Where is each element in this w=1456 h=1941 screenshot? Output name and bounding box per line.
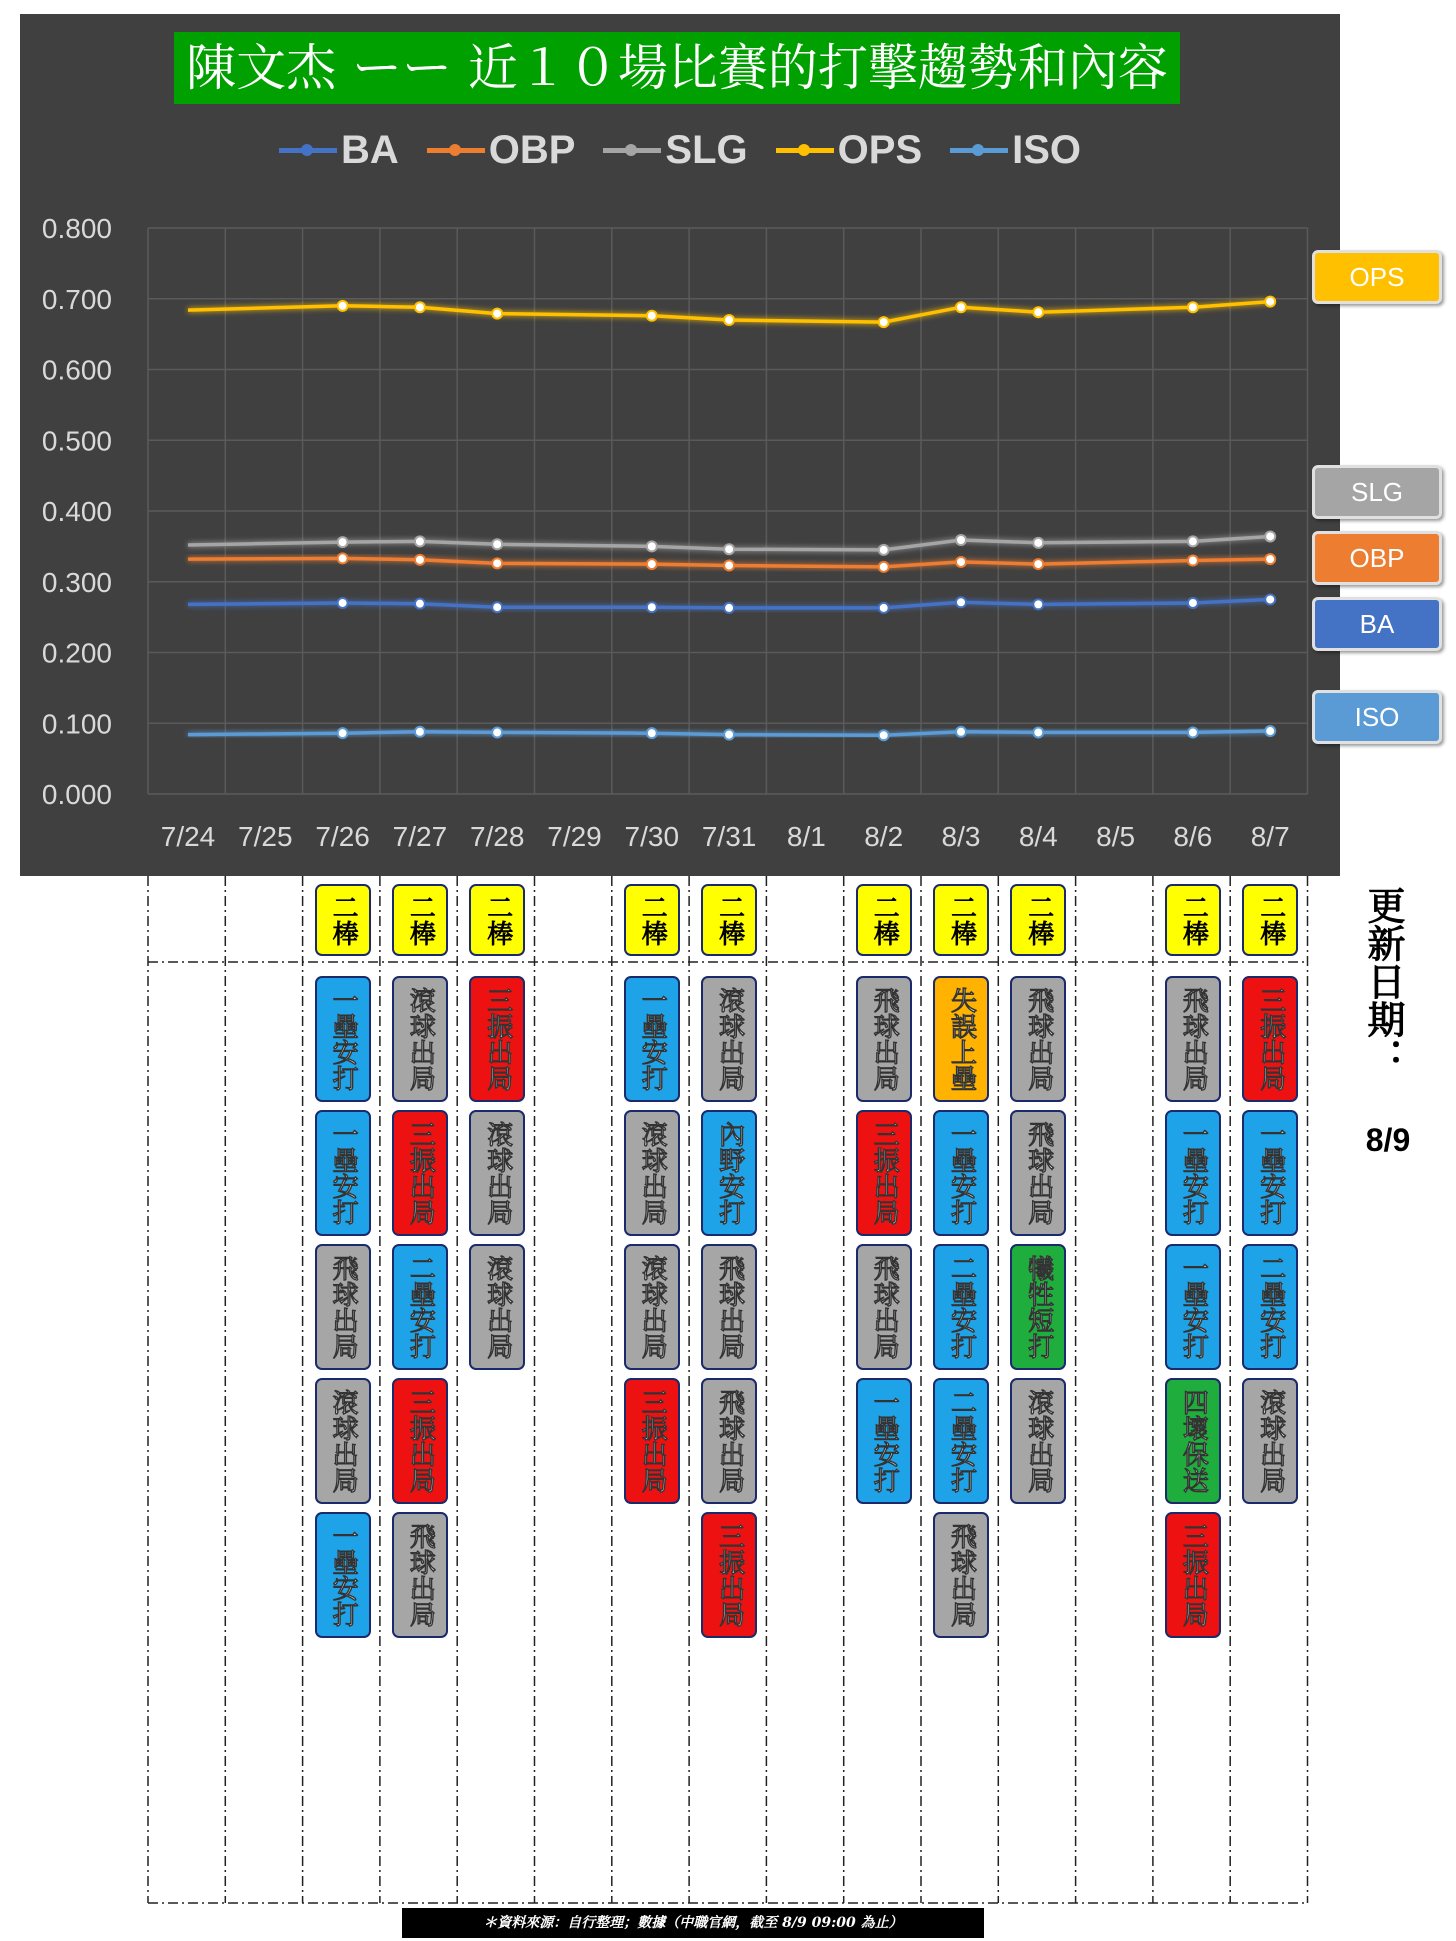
at-bat-cell: 飛球出局: [701, 1244, 757, 1370]
at-bat-cell: 滾球出局: [624, 1244, 680, 1370]
at-bat-cell: 二壘安打: [1242, 1244, 1298, 1370]
y-tick-label: 0.600: [41, 354, 112, 386]
series-point-OPS: [724, 315, 734, 325]
at-bat-cell: 一壘安打: [1165, 1110, 1221, 1236]
at-bat-cell: 三振出局: [469, 976, 525, 1102]
series-point-OBP: [492, 558, 502, 568]
series-point-OBP: [1188, 556, 1198, 566]
series-point-ISO: [1265, 726, 1275, 736]
batting-order-cell: 二棒: [1010, 884, 1066, 956]
at-bat-cell: 飛球出局: [1010, 1110, 1066, 1236]
series-point-ISO: [647, 728, 657, 738]
series-point-ISO: [415, 727, 425, 737]
batting-order-cell: 二棒: [933, 884, 989, 956]
x-tick-label: 7/30: [624, 821, 680, 852]
at-bat-cell: 一壘安打: [856, 1378, 912, 1504]
end-tag-OPS: OPS: [1312, 250, 1442, 304]
x-tick-label: 7/26: [315, 821, 370, 852]
at-bat-cell: 飛球出局: [701, 1378, 757, 1504]
series-point-ISO: [338, 728, 348, 738]
series-point-OPS: [338, 301, 348, 311]
series-point-BA: [1188, 598, 1198, 608]
series-point-OPS: [415, 302, 425, 312]
update-label: 更新日期：: [1361, 886, 1405, 1076]
series-point-OPS: [1188, 302, 1198, 312]
series-point-BA: [724, 603, 734, 613]
series-point-BA: [415, 599, 425, 609]
series-point-BA: [338, 598, 348, 608]
end-tag-ISO: ISO: [1312, 690, 1442, 744]
series-point-ISO: [956, 727, 966, 737]
x-tick-label: 8/2: [864, 821, 904, 852]
x-tick-label: 8/5: [1096, 821, 1136, 852]
x-tick-label: 7/28: [469, 821, 525, 852]
at-bat-cell: 滾球出局: [1242, 1378, 1298, 1504]
end-tag-SLG: SLG: [1312, 465, 1442, 519]
legend-label: ISO: [1012, 128, 1082, 172]
y-tick-label: 0.100: [41, 708, 112, 740]
at-bat-cell: 一壘安打: [1165, 1244, 1221, 1370]
at-bat-cell: 二壘安打: [392, 1244, 448, 1370]
at-bat-cell: 三振出局: [392, 1110, 448, 1236]
batting-order-cell: 二棒: [469, 884, 525, 956]
legend-label: OPS: [837, 128, 923, 172]
source-note: ＊資料來源：自行整理；數據（中職官網，截至 8/9 09:00 為止）: [402, 1908, 984, 1938]
at-bat-cell: 三振出局: [1165, 1512, 1221, 1638]
series-point-OBP: [647, 559, 657, 569]
series-point-SLG: [647, 541, 657, 551]
batting-order-cell: 二棒: [701, 884, 757, 956]
series-point-OBP: [415, 555, 425, 565]
series-point-SLG: [338, 537, 348, 547]
y-tick-label: 0.700: [41, 283, 112, 315]
x-tick-label: 7/29: [547, 821, 602, 852]
at-bat-cell: 一壘安打: [933, 1110, 989, 1236]
series-point-OPS: [1033, 307, 1043, 317]
at-bat-cell: 一壘安打: [315, 1110, 371, 1236]
series-point-ISO: [879, 730, 889, 740]
chart-title: 陳文杰 ーー 近１０場比賽的打擊趨勢和內容: [174, 32, 1180, 104]
series-point-OPS: [647, 311, 657, 321]
y-tick-label: 0.500: [41, 425, 112, 457]
series-point-OPS: [879, 317, 889, 327]
update-date: 8/9: [1365, 1122, 1411, 1158]
x-tick-label: 8/3: [941, 821, 981, 852]
series-point-SLG: [1188, 536, 1198, 546]
at-bat-cell: 滾球出局: [469, 1110, 525, 1236]
x-tick-label: 8/7: [1250, 821, 1290, 852]
at-bat-cell: 一壘安打: [1242, 1110, 1298, 1236]
at-bat-cell: 飛球出局: [856, 976, 912, 1102]
legend-label: OBP: [488, 128, 576, 172]
batting-order-cell: 二棒: [856, 884, 912, 956]
at-bat-cell: 一壘安打: [315, 1512, 371, 1638]
at-bat-cell: 三振出局: [1242, 976, 1298, 1102]
batting-order-cell: 二棒: [1165, 884, 1221, 956]
at-bat-cell: 三振出局: [624, 1378, 680, 1504]
at-bat-cell: 三振出局: [701, 1512, 757, 1638]
series-point-ISO: [1033, 727, 1043, 737]
series-point-BA: [647, 602, 657, 612]
series-point-OBP: [1265, 554, 1275, 564]
at-bat-cell: 滾球出局: [315, 1378, 371, 1504]
at-bat-cell: 三振出局: [856, 1110, 912, 1236]
end-tag-BA: BA: [1312, 597, 1442, 651]
at-bat-cell: 一壘安打: [315, 976, 371, 1102]
at-bat-cell: 飛球出局: [315, 1244, 371, 1370]
at-bat-cell: 飛球出局: [392, 1512, 448, 1638]
x-tick-label: 8/1: [786, 821, 826, 852]
y-tick-label: 0.200: [41, 637, 112, 669]
at-bat-cell: 飛球出局: [933, 1512, 989, 1638]
series-point-SLG: [415, 536, 425, 546]
series-point-SLG: [1033, 538, 1043, 548]
at-bat-cell: 一壘安打: [624, 976, 680, 1102]
series-layer: [188, 297, 1275, 741]
series-point-SLG: [724, 544, 734, 554]
series-point-BA: [879, 603, 889, 613]
legend-label: SLG: [665, 128, 748, 172]
x-tick-label: 8/4: [1018, 821, 1058, 852]
series-point-BA: [956, 597, 966, 607]
series-point-OPS: [492, 309, 502, 319]
y-tick-label: 0.400: [41, 496, 112, 527]
x-tick-label: 7/25: [238, 821, 293, 852]
at-bat-cell: 滾球出局: [701, 976, 757, 1102]
series-point-BA: [492, 602, 502, 612]
series-point-OBP: [338, 553, 348, 563]
x-tick-label: 8/6: [1173, 821, 1213, 852]
end-tag-OBP: OBP: [1312, 531, 1442, 585]
x-tick-label: 7/31: [701, 821, 757, 852]
at-bat-cell: 犧牲短打: [1010, 1244, 1066, 1370]
series-point-OBP: [1033, 559, 1043, 569]
series-point-OPS: [956, 302, 966, 312]
batting-order-cell: 二棒: [392, 884, 448, 956]
series-point-SLG: [956, 535, 966, 545]
at-bat-cell: 飛球出局: [856, 1244, 912, 1370]
legend-label: BA: [340, 128, 399, 172]
at-bat-cell: 飛球出局: [1165, 976, 1221, 1102]
y-tick-label: 0.000: [41, 779, 112, 810]
at-bat-cell: 滾球出局: [392, 976, 448, 1102]
at-bat-cell: 滾球出局: [624, 1110, 680, 1236]
x-tick-label: 7/27: [392, 821, 448, 852]
series-point-SLG: [1265, 531, 1275, 541]
at-bat-cell: 滾球出局: [1010, 1378, 1066, 1504]
series-point-SLG: [879, 545, 889, 555]
at-bat-cell: 滾球出局: [469, 1244, 525, 1370]
at-bat-cell: 二壘安打: [933, 1244, 989, 1370]
x-tick-label: 7/24: [160, 821, 216, 852]
at-bat-cell: 三振出局: [392, 1378, 448, 1504]
at-bat-cell: 四壞保送: [1165, 1378, 1221, 1504]
at-bat-cell: 二壘安打: [933, 1378, 989, 1504]
series-point-OPS: [1265, 297, 1275, 307]
batting-order-cell: 二棒: [1242, 884, 1298, 956]
series-point-ISO: [492, 727, 502, 737]
series-point-ISO: [724, 730, 734, 740]
at-bat-cell: 內野安打: [701, 1110, 757, 1236]
y-tick-label: 0.800: [41, 213, 112, 244]
series-point-ISO: [1188, 727, 1198, 737]
series-point-OBP: [724, 560, 734, 570]
batting-order-cell: 二棒: [315, 884, 371, 956]
series-point-SLG: [492, 539, 502, 549]
batting-order-cell: 二棒: [624, 884, 680, 956]
y-tick-label: 0.300: [41, 566, 112, 598]
series-point-BA: [1265, 594, 1275, 604]
series-point-OBP: [879, 562, 889, 572]
series-point-OBP: [956, 557, 966, 567]
series-point-BA: [1033, 599, 1043, 609]
grid-layer: [148, 228, 1308, 794]
at-bat-cell: 失誤上壘: [933, 976, 989, 1102]
at-bat-cell: 飛球出局: [1010, 976, 1066, 1102]
